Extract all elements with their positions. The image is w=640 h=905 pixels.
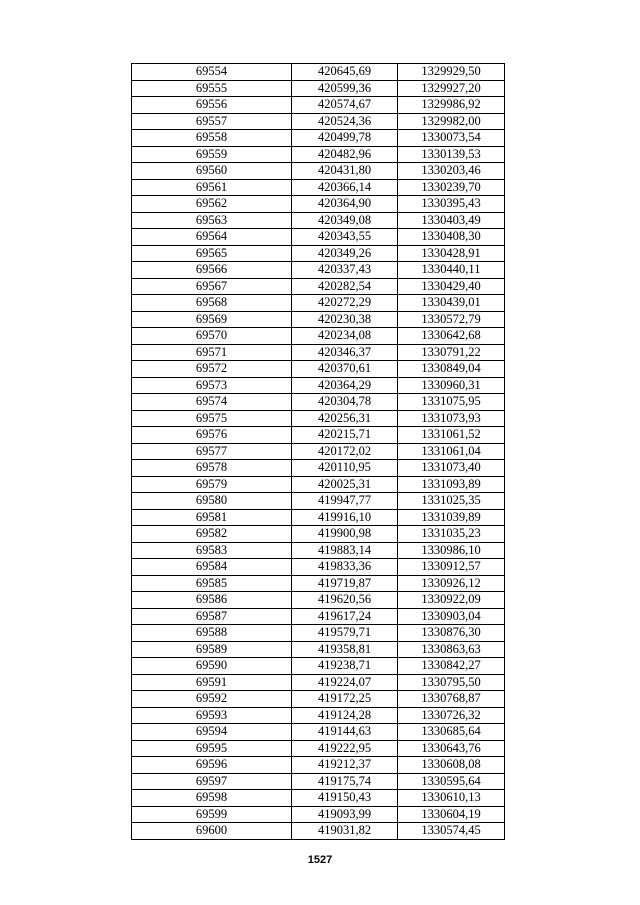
point-number-cell: 69598 — [132, 790, 292, 807]
table-row — [132, 460, 505, 477]
point-number-cell: 69579 — [132, 476, 292, 493]
table-row — [132, 146, 505, 163]
y-coordinate-cell: 1330239,70 — [398, 179, 505, 196]
x-coordinate-cell: 420574,67 — [292, 97, 398, 114]
y-coordinate-cell: 1330408,30 — [398, 229, 505, 246]
table-row — [132, 542, 505, 559]
y-coordinate-cell: 1330791,22 — [398, 344, 505, 361]
point-number-cell: 69554 — [132, 64, 292, 81]
point-number-cell: 69565 — [132, 245, 292, 262]
point-number-cell: 69600 — [132, 823, 292, 840]
x-coordinate-cell: 419172,25 — [292, 691, 398, 708]
point-number-cell: 69580 — [132, 493, 292, 510]
table-row — [132, 707, 505, 724]
y-coordinate-cell: 1330440,11 — [398, 262, 505, 279]
coordinates-table-body — [132, 64, 505, 840]
x-coordinate-cell: 420366,14 — [292, 179, 398, 196]
x-coordinate-cell: 420364,90 — [292, 196, 398, 213]
point-number-cell: 69597 — [132, 773, 292, 790]
table-row — [132, 196, 505, 213]
y-coordinate-cell: 1330139,53 — [398, 146, 505, 163]
point-number-cell: 69563 — [132, 212, 292, 229]
point-number-cell: 69564 — [132, 229, 292, 246]
x-coordinate-cell: 419617,24 — [292, 608, 398, 625]
point-number-cell: 69577 — [132, 443, 292, 460]
y-coordinate-cell: 1330926,12 — [398, 575, 505, 592]
y-coordinate-cell: 1330642,68 — [398, 328, 505, 345]
point-number-cell: 69576 — [132, 427, 292, 444]
y-coordinate-cell: 1330922,09 — [398, 592, 505, 609]
point-number-cell: 69569 — [132, 311, 292, 328]
table-row — [132, 361, 505, 378]
table-row — [132, 559, 505, 576]
table-row — [132, 377, 505, 394]
x-coordinate-cell: 419031,82 — [292, 823, 398, 840]
table-row — [132, 212, 505, 229]
table-row — [132, 526, 505, 543]
x-coordinate-cell: 420256,31 — [292, 410, 398, 427]
point-number-cell: 69585 — [132, 575, 292, 592]
y-coordinate-cell: 1331061,04 — [398, 443, 505, 460]
point-number-cell: 69583 — [132, 542, 292, 559]
y-coordinate-cell: 1331073,40 — [398, 460, 505, 477]
x-coordinate-cell: 419124,28 — [292, 707, 398, 724]
y-coordinate-cell: 1330643,76 — [398, 740, 505, 757]
table-row — [132, 113, 505, 130]
table-row — [132, 97, 505, 114]
x-coordinate-cell: 420349,26 — [292, 245, 398, 262]
y-coordinate-cell: 1330863,63 — [398, 641, 505, 658]
y-coordinate-cell: 1330610,13 — [398, 790, 505, 807]
y-coordinate-cell: 1330795,50 — [398, 674, 505, 691]
table-row — [132, 757, 505, 774]
x-coordinate-cell: 419144,63 — [292, 724, 398, 741]
x-coordinate-cell: 419224,07 — [292, 674, 398, 691]
coordinates-table — [131, 63, 505, 840]
y-coordinate-cell: 1331035,23 — [398, 526, 505, 543]
x-coordinate-cell: 420349,08 — [292, 212, 398, 229]
point-number-cell: 69555 — [132, 80, 292, 97]
point-number-cell: 69568 — [132, 295, 292, 312]
point-number-cell: 69573 — [132, 377, 292, 394]
point-number-cell: 69560 — [132, 163, 292, 180]
y-coordinate-cell: 1330876,30 — [398, 625, 505, 642]
point-number-cell: 69562 — [132, 196, 292, 213]
y-coordinate-cell: 1331025,35 — [398, 493, 505, 510]
point-number-cell: 69586 — [132, 592, 292, 609]
table-row — [132, 245, 505, 262]
x-coordinate-cell: 420230,38 — [292, 311, 398, 328]
y-coordinate-cell: 1330849,04 — [398, 361, 505, 378]
table-row — [132, 344, 505, 361]
x-coordinate-cell: 419900,98 — [292, 526, 398, 543]
point-number-cell: 69591 — [132, 674, 292, 691]
table-row — [132, 64, 505, 81]
table-row — [132, 575, 505, 592]
point-number-cell: 69588 — [132, 625, 292, 642]
point-number-cell: 69595 — [132, 740, 292, 757]
table-row — [132, 427, 505, 444]
point-number-cell: 69587 — [132, 608, 292, 625]
point-number-cell: 69570 — [132, 328, 292, 345]
y-coordinate-cell: 1331093,89 — [398, 476, 505, 493]
y-coordinate-cell: 1330608,08 — [398, 757, 505, 774]
y-coordinate-cell: 1330685,64 — [398, 724, 505, 741]
y-coordinate-cell: 1330842,27 — [398, 658, 505, 675]
table-row — [132, 625, 505, 642]
point-number-cell: 69575 — [132, 410, 292, 427]
table-row — [132, 229, 505, 246]
x-coordinate-cell: 420482,96 — [292, 146, 398, 163]
x-coordinate-cell: 419947,77 — [292, 493, 398, 510]
x-coordinate-cell: 420343,55 — [292, 229, 398, 246]
table-row — [132, 658, 505, 675]
y-coordinate-cell: 1331073,93 — [398, 410, 505, 427]
point-number-cell: 69571 — [132, 344, 292, 361]
x-coordinate-cell: 420346,37 — [292, 344, 398, 361]
point-number-cell: 69599 — [132, 806, 292, 823]
x-coordinate-cell: 419175,74 — [292, 773, 398, 790]
table-row — [132, 823, 505, 840]
table-row — [132, 179, 505, 196]
y-coordinate-cell: 1329927,20 — [398, 80, 505, 97]
y-coordinate-cell: 1330439,01 — [398, 295, 505, 312]
x-coordinate-cell: 419150,43 — [292, 790, 398, 807]
point-number-cell: 69556 — [132, 97, 292, 114]
x-coordinate-cell: 419212,37 — [292, 757, 398, 774]
x-coordinate-cell: 420304,78 — [292, 394, 398, 411]
point-number-cell: 69596 — [132, 757, 292, 774]
table-row — [132, 509, 505, 526]
x-coordinate-cell: 420599,36 — [292, 80, 398, 97]
y-coordinate-cell: 1330428,91 — [398, 245, 505, 262]
table-row — [132, 130, 505, 147]
y-coordinate-cell: 1330595,64 — [398, 773, 505, 790]
x-coordinate-cell: 419358,81 — [292, 641, 398, 658]
x-coordinate-cell: 420370,61 — [292, 361, 398, 378]
page-number: 1527 — [307, 854, 333, 866]
y-coordinate-cell: 1330986,10 — [398, 542, 505, 559]
table-row — [132, 740, 505, 757]
y-coordinate-cell: 1330572,79 — [398, 311, 505, 328]
point-number-cell: 69582 — [132, 526, 292, 543]
point-number-cell: 69584 — [132, 559, 292, 576]
x-coordinate-cell: 419222,95 — [292, 740, 398, 757]
point-number-cell: 69574 — [132, 394, 292, 411]
x-coordinate-cell: 419238,71 — [292, 658, 398, 675]
table-row — [132, 476, 505, 493]
point-number-cell: 69559 — [132, 146, 292, 163]
point-number-cell: 69572 — [132, 361, 292, 378]
x-coordinate-cell: 419916,10 — [292, 509, 398, 526]
y-coordinate-cell: 1330604,19 — [398, 806, 505, 823]
table-row — [132, 443, 505, 460]
table-row — [132, 806, 505, 823]
y-coordinate-cell: 1329986,92 — [398, 97, 505, 114]
x-coordinate-cell: 419579,71 — [292, 625, 398, 642]
y-coordinate-cell: 1330403,49 — [398, 212, 505, 229]
point-number-cell: 69581 — [132, 509, 292, 526]
y-coordinate-cell: 1330912,57 — [398, 559, 505, 576]
table-row — [132, 328, 505, 345]
x-coordinate-cell: 419093,99 — [292, 806, 398, 823]
y-coordinate-cell: 1330726,32 — [398, 707, 505, 724]
table-row — [132, 410, 505, 427]
table-row — [132, 608, 505, 625]
x-coordinate-cell: 420524,36 — [292, 113, 398, 130]
table-row — [132, 311, 505, 328]
y-coordinate-cell: 1330903,04 — [398, 608, 505, 625]
point-number-cell: 69593 — [132, 707, 292, 724]
point-number-cell: 69594 — [132, 724, 292, 741]
x-coordinate-cell: 420282,54 — [292, 278, 398, 295]
x-coordinate-cell: 420337,43 — [292, 262, 398, 279]
table-row — [132, 592, 505, 609]
point-number-cell: 69561 — [132, 179, 292, 196]
x-coordinate-cell: 420645,69 — [292, 64, 398, 81]
y-coordinate-cell: 1329982,00 — [398, 113, 505, 130]
y-coordinate-cell: 1330429,40 — [398, 278, 505, 295]
point-number-cell: 69589 — [132, 641, 292, 658]
table-row — [132, 163, 505, 180]
y-coordinate-cell: 1331061,52 — [398, 427, 505, 444]
point-number-cell: 69590 — [132, 658, 292, 675]
y-coordinate-cell: 1331075,95 — [398, 394, 505, 411]
point-number-cell: 69566 — [132, 262, 292, 279]
x-coordinate-cell: 419719,87 — [292, 575, 398, 592]
x-coordinate-cell: 420431,80 — [292, 163, 398, 180]
table-row — [132, 674, 505, 691]
table-row — [132, 80, 505, 97]
y-coordinate-cell: 1330073,54 — [398, 130, 505, 147]
x-coordinate-cell: 420215,71 — [292, 427, 398, 444]
point-number-cell: 69592 — [132, 691, 292, 708]
y-coordinate-cell: 1329929,50 — [398, 64, 505, 81]
y-coordinate-cell: 1330203,46 — [398, 163, 505, 180]
x-coordinate-cell: 420110,95 — [292, 460, 398, 477]
x-coordinate-cell: 420172,02 — [292, 443, 398, 460]
y-coordinate-cell: 1330768,87 — [398, 691, 505, 708]
point-number-cell: 69578 — [132, 460, 292, 477]
y-coordinate-cell: 1330395,43 — [398, 196, 505, 213]
table-row — [132, 773, 505, 790]
x-coordinate-cell: 420272,29 — [292, 295, 398, 312]
point-number-cell: 69557 — [132, 113, 292, 130]
table-row — [132, 394, 505, 411]
y-coordinate-cell: 1331039,89 — [398, 509, 505, 526]
x-coordinate-cell: 419620,56 — [292, 592, 398, 609]
table-row — [132, 790, 505, 807]
x-coordinate-cell: 420234,08 — [292, 328, 398, 345]
x-coordinate-cell: 420499,78 — [292, 130, 398, 147]
x-coordinate-cell: 420025,31 — [292, 476, 398, 493]
table-row — [132, 691, 505, 708]
point-number-cell: 69567 — [132, 278, 292, 295]
y-coordinate-cell: 1330960,31 — [398, 377, 505, 394]
x-coordinate-cell: 419883,14 — [292, 542, 398, 559]
table-row — [132, 493, 505, 510]
table-row — [132, 262, 505, 279]
y-coordinate-cell: 1330574,45 — [398, 823, 505, 840]
x-coordinate-cell: 419833,36 — [292, 559, 398, 576]
table-row — [132, 724, 505, 741]
table-row — [132, 295, 505, 312]
table-row — [132, 641, 505, 658]
point-number-cell: 69558 — [132, 130, 292, 147]
x-coordinate-cell: 420364,29 — [292, 377, 398, 394]
table-row — [132, 278, 505, 295]
